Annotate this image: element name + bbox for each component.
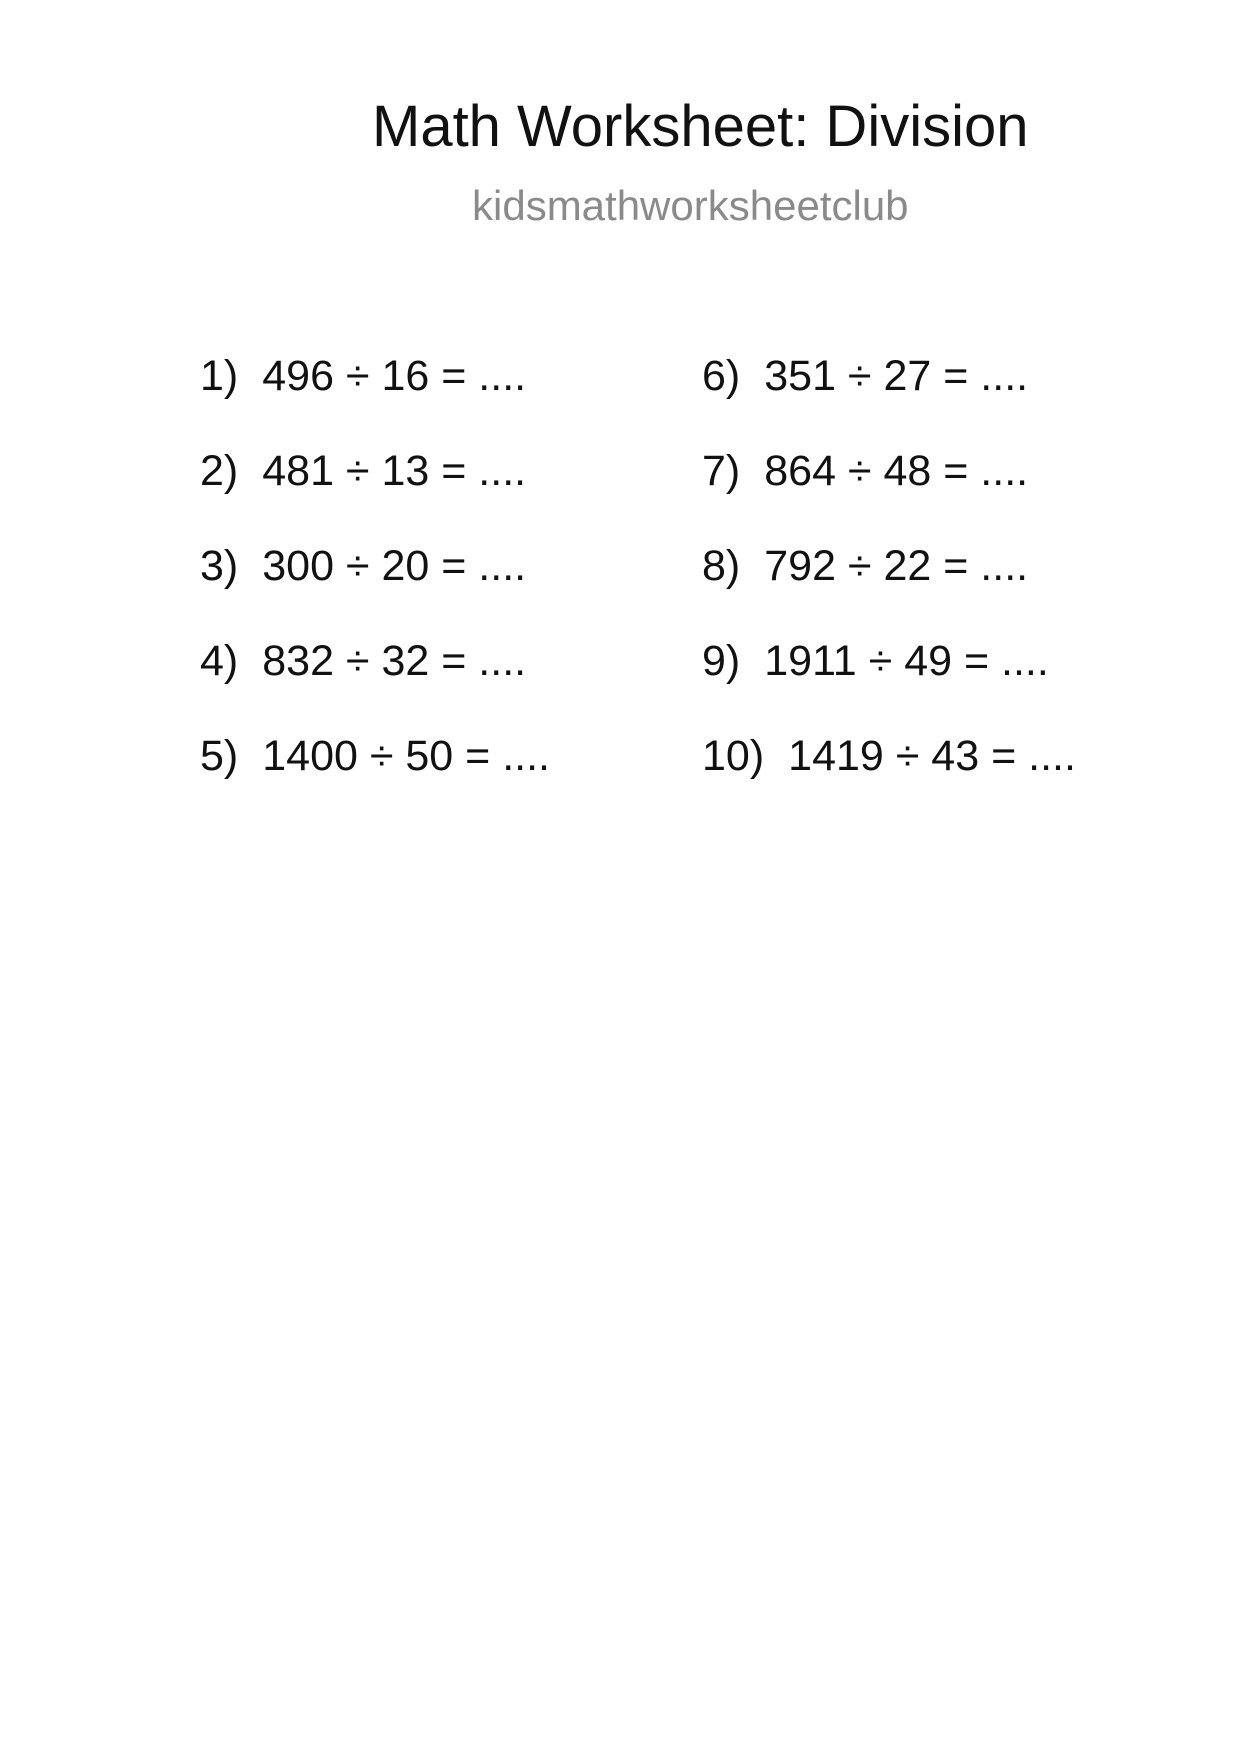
problem-item-2	[200, 447, 527, 495]
problem-expression: 832 ÷ 32 = ....	[262, 637, 527, 685]
problem-item-1	[200, 352, 527, 400]
problem-number: 3)	[200, 542, 239, 590]
problem-expression: 1911 ÷ 49 = ....	[764, 637, 1049, 685]
problem-number: 6)	[702, 352, 741, 400]
problem-expression: 792 ÷ 22 = ....	[764, 542, 1029, 590]
problem-expression: 300 ÷ 20 = ....	[262, 542, 527, 590]
problem-number: 7)	[702, 447, 741, 495]
problem-item-6	[702, 352, 1029, 400]
problem-number: 4)	[200, 637, 239, 685]
problem-item-9	[702, 637, 1049, 685]
problem-expression: 1419 ÷ 43 = ....	[788, 732, 1076, 780]
problem-expression: 864 ÷ 48 = ....	[764, 447, 1029, 495]
problem-item-4	[200, 637, 527, 685]
problem-number: 9)	[702, 637, 741, 685]
page-title: Math Worksheet: Division	[372, 94, 1029, 159]
problem-item-7	[702, 447, 1029, 495]
problem-number: 8)	[702, 542, 741, 590]
problem-expression: 1400 ÷ 50 = ....	[262, 732, 551, 780]
problem-expression: 481 ÷ 13 = ....	[262, 447, 527, 495]
problem-item-5	[200, 732, 551, 780]
problem-expression: 351 ÷ 27 = ....	[764, 352, 1029, 400]
problem-number: 2)	[200, 447, 239, 495]
problem-number: 10)	[702, 732, 765, 780]
problem-item-8	[702, 542, 1029, 590]
page-subtitle: kidsmathworksheetclub	[472, 182, 909, 229]
problem-item-10	[702, 732, 1076, 780]
problem-number: 5)	[200, 732, 239, 780]
problem-item-3	[200, 542, 527, 590]
problem-expression: 496 ÷ 16 = ....	[262, 352, 527, 400]
problem-number: 1)	[200, 352, 239, 400]
